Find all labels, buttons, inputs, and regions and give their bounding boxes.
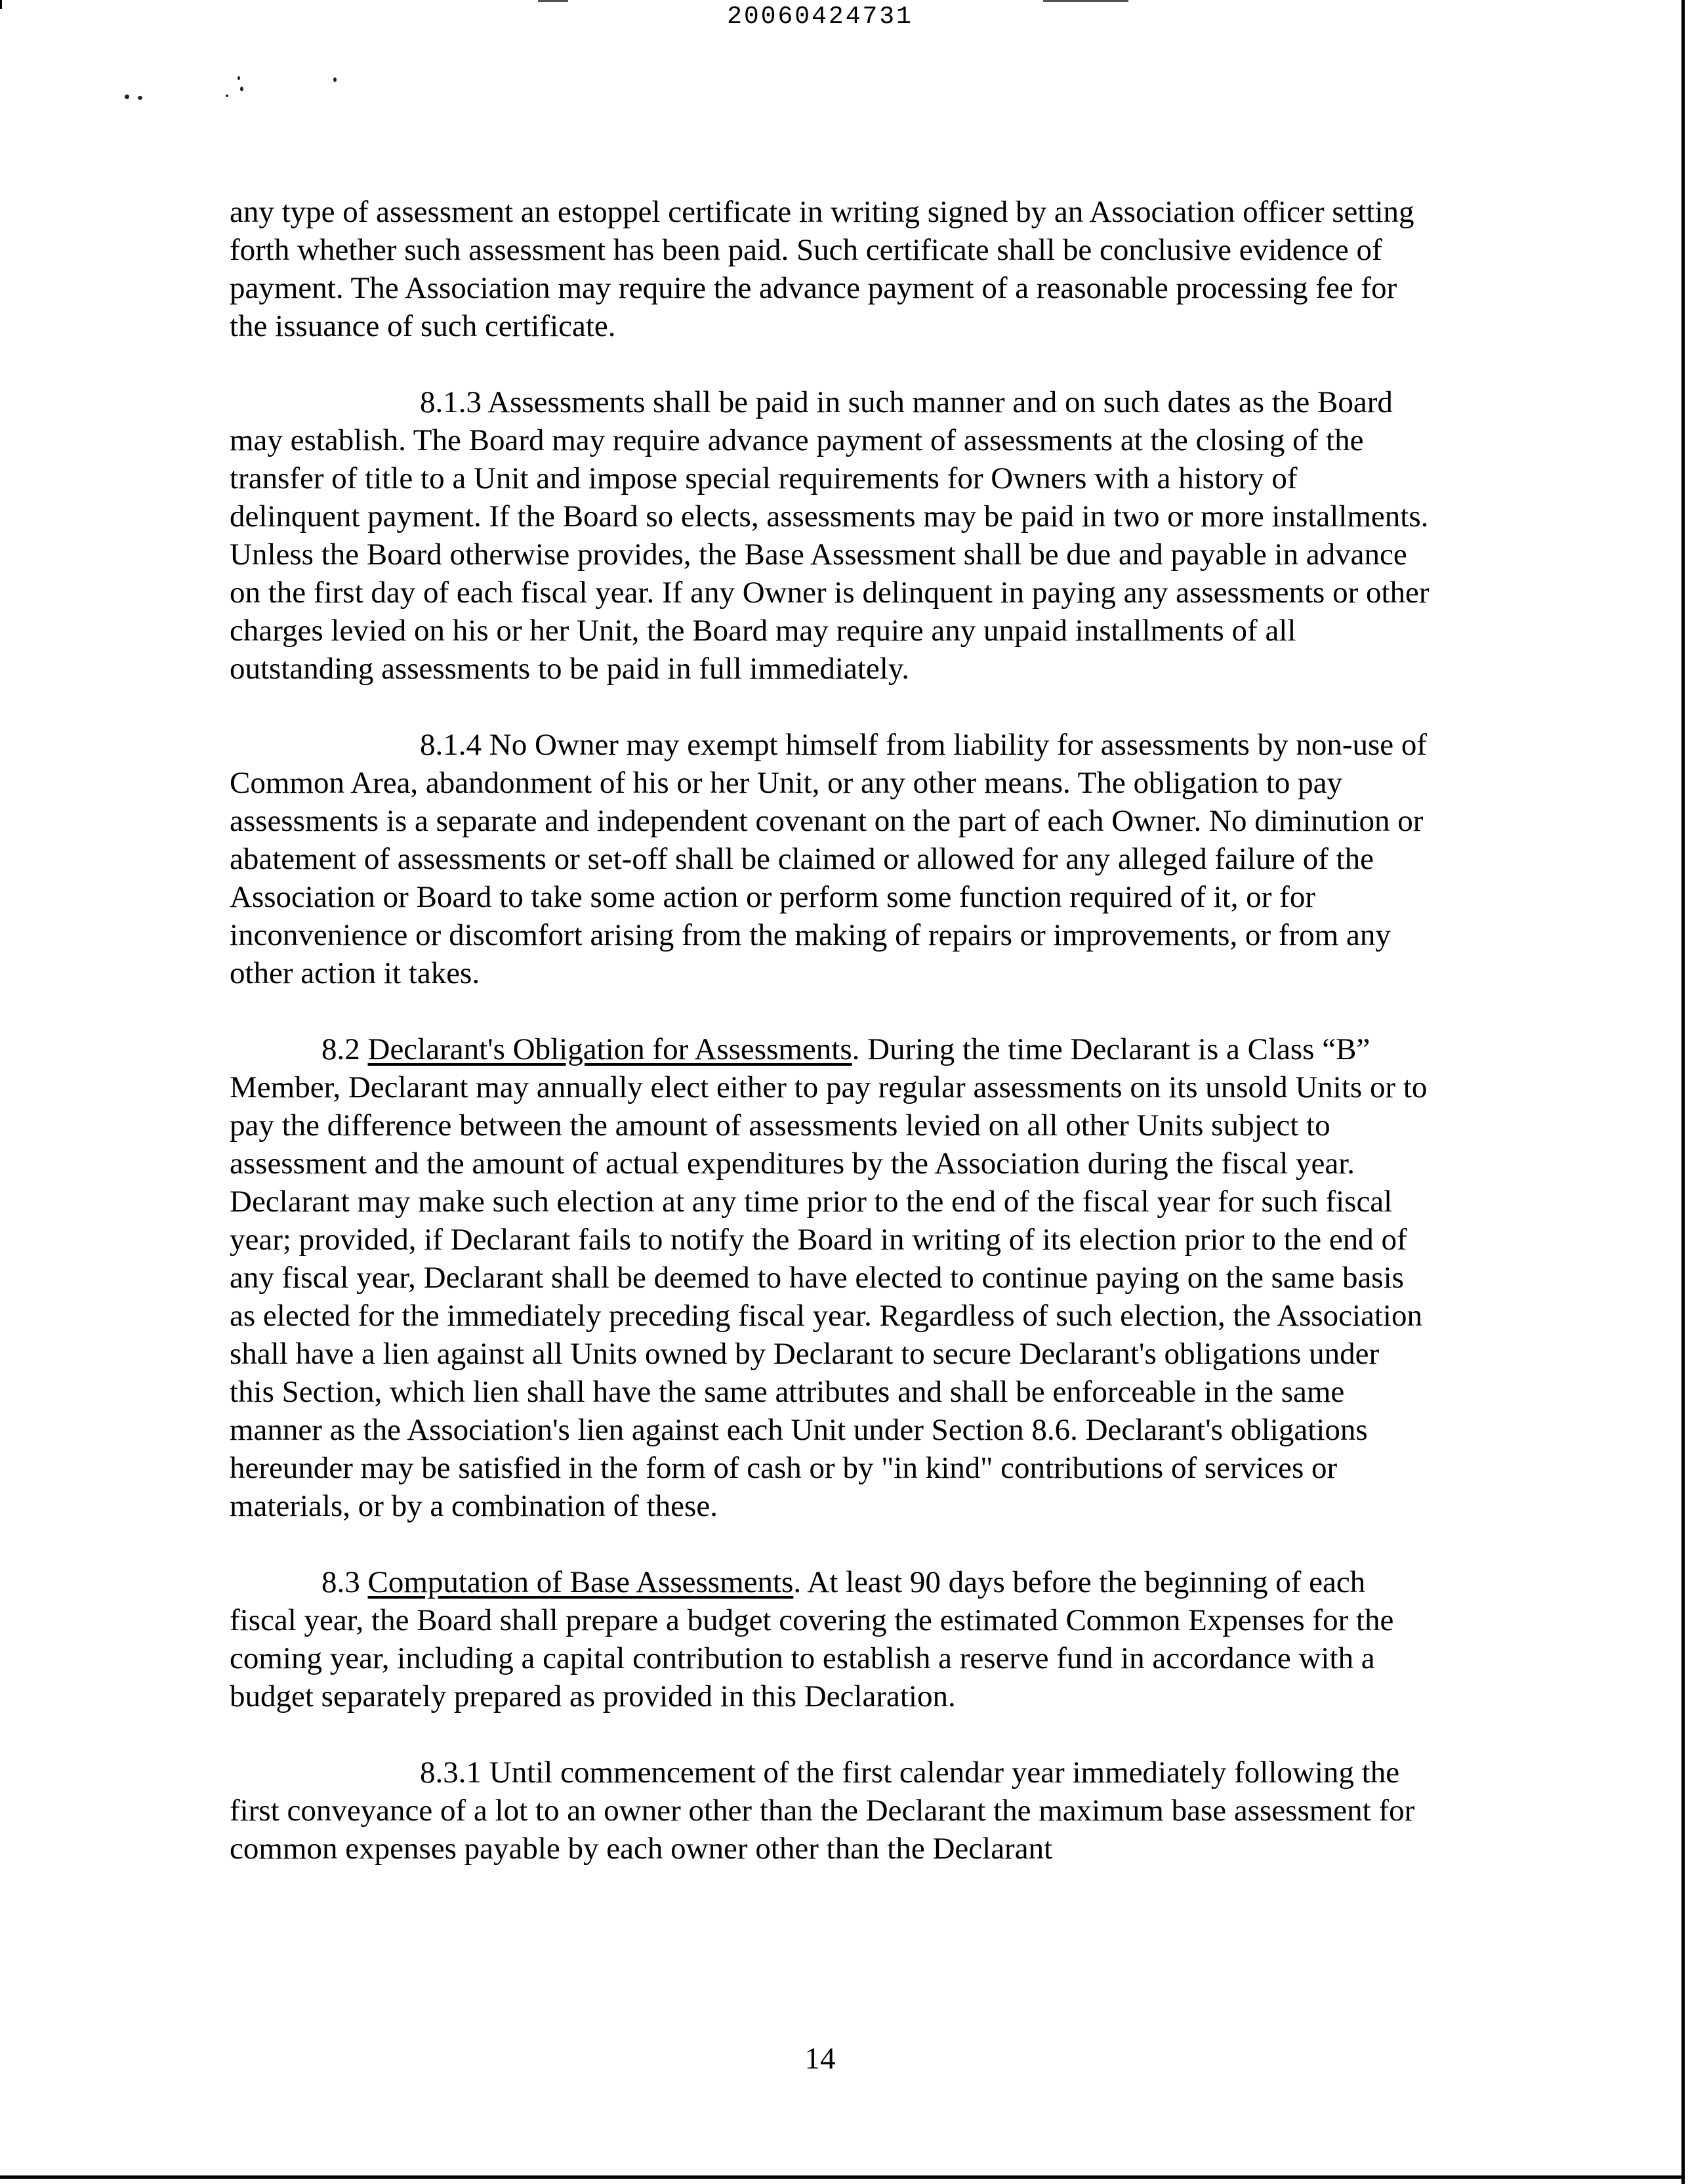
- paragraph-8-3-1: 8.3.1 Until commencement of the first calendar year immediately following the first conveyance of a lot to an owner other than the Declarant the maximum base assessment for common expenses payable by each owner other than the Declarant: [230, 1755, 1415, 1866]
- section-text: . During the time Declarant is a Class “B” Member, Declarant may annually elect either to pay regular assessments on its unsold Units or to pay the difference between the amount of assessments levied on all other Units subject to assessment and the amount of actual expenditures by the Association during the fiscal year. Declarant may make such election at any time prior to the end of the fiscal year for such fiscal year; provided, if Declarant fails to notify the Board in writing of its election prior to the end of any fiscal year, Declarant shall be deemed to have elected to continue paying on the same basis as elected for the immediately preceding fiscal year. Regardless of such election, the Association shall have a lien against all Units owned by Declarant to secure Declarant's obligations under this Section, which lien shall have the same attributes and shall be enforceable in the same manner as the Association's lien against each Unit under Section 8.6. Declarant's obligations hereunder may be satisfied in the form of cash or by "in kind" contributions of services or materials, or by a combination of these.: [230, 1032, 1428, 1523]
- scan-top-mark: [1043, 0, 1128, 2]
- paragraph-estoppel-certificate: any type of assessment an estoppel certificate in writing signed by an Association officer setting forth whether such assessment has been paid. Such certificate shall be conclusive evidence of payment. The Association may require the advance payment of a reasonable processing fee for the issuance of such certificate.: [230, 195, 1414, 343]
- section-text: . At least 90 days before the beginning of each fiscal year, the Board shall prepare a budget covering the estimated Common Expenses for the coming year, including a capital contribution to establish a reserve fund in accordance with a budget separately prepared as provided in this Declaration.: [230, 1565, 1394, 1713]
- section-heading-declarant-obligation: Declarant's Obligation for Assessments: [367, 1032, 852, 1066]
- paragraph-8-2: [230, 1030, 1430, 1525]
- page-number: 14: [804, 2042, 836, 2076]
- scan-top-mark: [538, 0, 568, 2]
- scan-speck: [333, 77, 337, 82]
- scan-speck: [226, 94, 228, 97]
- section-number: 8.3: [321, 1565, 360, 1599]
- document-body: [230, 193, 1430, 1868]
- scan-speck: [125, 94, 129, 99]
- paragraph-8-1-4: 8.1.4 No Owner may exempt himself from liability for assessments by non-use of Common Area, abandonment of his or her Unit, or any other means. The obligation to pay assessments is a separate and independent covenant on the part of each Owner. No diminution or abatement of assessments or set-off shall be claimed or allowed for any alleged failure of the Association or Board to take some action or perform some function required of it, or for inconvenience or discomfort arising from the making of repairs or improvements, or from any other action it takes.: [230, 728, 1428, 990]
- paragraph-8-1-3: 8.1.3 Assessments shall be paid in such manner and on such dates as the Board may establish. The Board may require advance payment of assessments at the closing of the transfer of title to a Unit and impose special requirements for Owners with a history of delinquent payment. If the Board so elects, assessments may be paid in two or more installments. Unless the Board otherwise provides, the Base Assessment shall be due and payable in advance on the first day of each fiscal year. If any Owner is delinquent in paying any assessments or other charges levied on his or her Unit, the Board may require any unpaid installments of all outstanding assessments to be paid in full immediately.: [230, 385, 1430, 686]
- scan-border-right: [1681, 0, 1685, 2184]
- scan-speck: [138, 96, 142, 100]
- section-heading-computation-base-assessments: Computation of Base Assessments: [367, 1565, 794, 1599]
- scan-speck: [237, 76, 240, 80]
- paragraph-8-3: [230, 1563, 1430, 1715]
- document-number: 20060424731: [727, 3, 913, 31]
- scan-border-bottom: [0, 2175, 1685, 2179]
- section-number: 8.2: [321, 1032, 360, 1066]
- scan-speck: [240, 87, 243, 91]
